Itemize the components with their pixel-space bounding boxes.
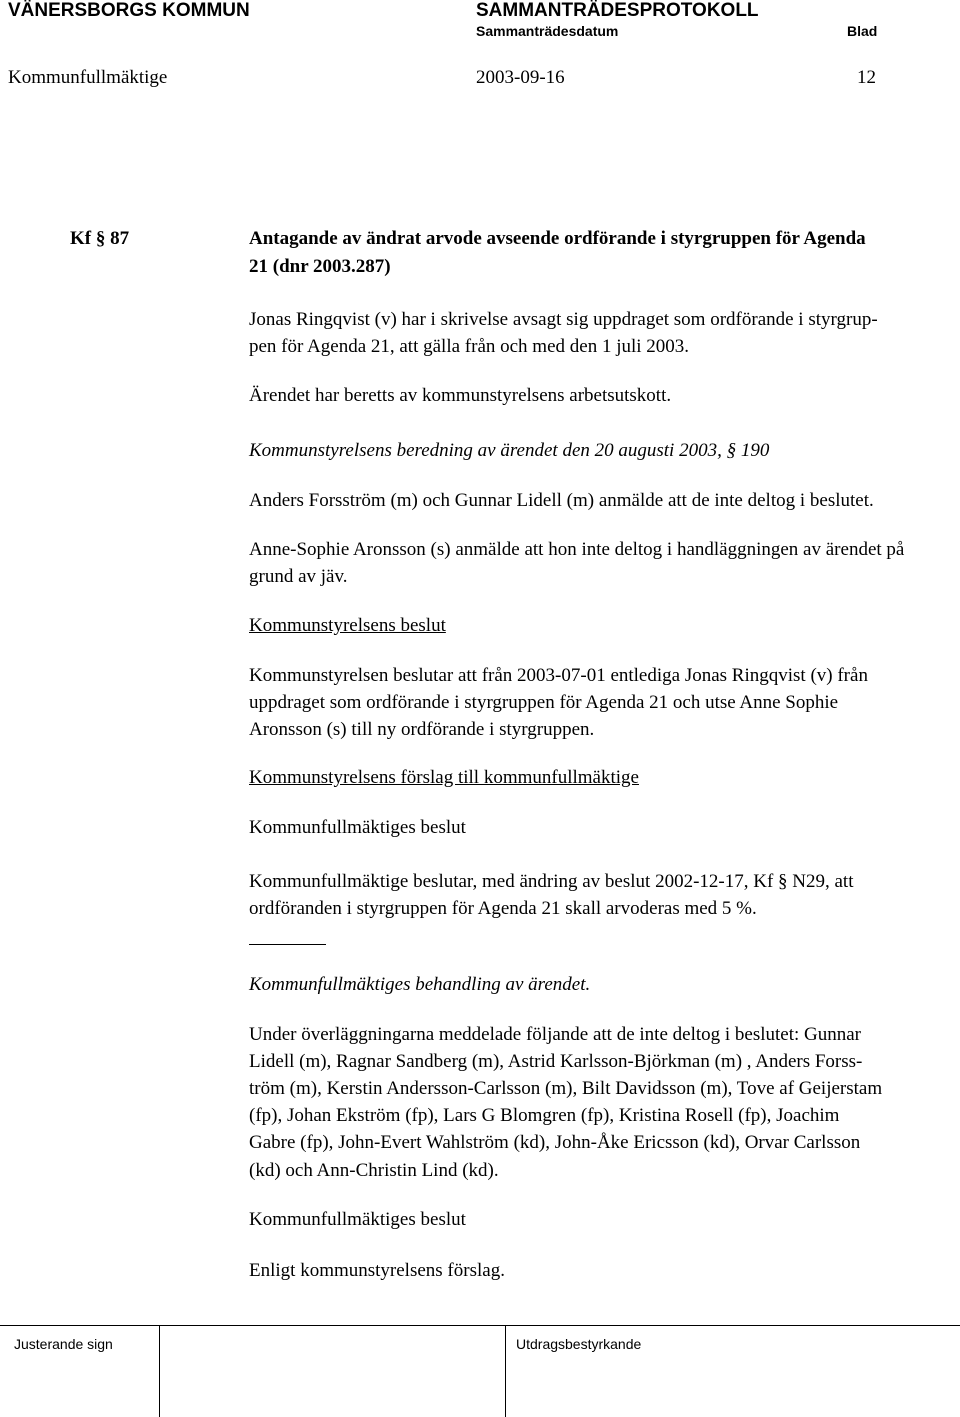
page-label: Blad bbox=[847, 23, 878, 39]
kf-handling-line-2: Lidell (m), Ragnar Sandberg (m), Astrid Karlsson-Björkman (m) , Anders Forss- bbox=[249, 1051, 863, 1072]
kf-decision-2-heading: Kommunfullmäktiges beslut bbox=[249, 1209, 466, 1230]
page-number: 12 bbox=[857, 67, 876, 88]
separator-rule bbox=[249, 944, 326, 945]
kf-handling-line-4: (fp), Johan Ekström (fp), Lars G Blomgren (fp), Kristina Rosell (fp), Joachim bbox=[249, 1105, 840, 1126]
intro-line-2: pen för Agenda 21, att gälla från och med den 1 juli 2003. bbox=[249, 336, 690, 357]
kf-decision-heading: Kommunfullmäktiges beslut bbox=[249, 817, 466, 838]
item-number: Kf § 87 bbox=[70, 228, 130, 249]
footer-top-rule bbox=[0, 1325, 960, 1326]
footer-sign-label: Justerande sign bbox=[14, 1336, 113, 1352]
ks-preparation-heading: Kommunstyrelsens beredning av ärendet den 20 augusti 2003, § 190 bbox=[249, 440, 770, 461]
item-title-line-2: 21 (dnr 2003.287) bbox=[249, 256, 391, 277]
kf-handling-line-5: Gabre (fp), John-Evert Wahlström (kd), John-Åke Ericsson (kd), Orvar Carlsson bbox=[249, 1132, 861, 1153]
kf-handling-line-6: (kd) och Ann-Christin Lind (kd). bbox=[249, 1160, 499, 1181]
ks-note-2-line-1: Anne-Sophie Aronsson (s) anmälde att hon inte deltog i handläggningen av ärendet på bbox=[249, 539, 905, 560]
ks-note-2-line-2: grund av jäv. bbox=[249, 566, 348, 587]
footer-divider-2 bbox=[505, 1325, 506, 1417]
intro-line-1: Jonas Ringqvist (v) har i skrivelse avsagt sig uppdraget som ordförande i styrgrup- bbox=[249, 309, 878, 330]
ks-decision-line-3: Aronsson (s) till ny ordförande i styrgruppen. bbox=[249, 719, 595, 740]
kf-decision-line-1: Kommunfullmäktige beslutar, med ändring av beslut 2002-12-17, Kf § N29, att bbox=[249, 871, 854, 892]
kf-decision-line-2: ordföranden i styrgruppen för Agenda 21 skall arvoderas med 5 %. bbox=[249, 898, 757, 919]
ks-note-1: Anders Forsström (m) och Gunnar Lidell (m) anmälde att de inte deltog i beslutet. bbox=[249, 490, 874, 511]
document-type: SAMMANTRÄDESPROTOKOLL bbox=[476, 0, 759, 21]
prepared-note: Ärendet har beretts av kommunstyrelsens arbetsutskott. bbox=[249, 385, 672, 406]
ks-decision-line-2: uppdraget som ordförande i styrgruppen för Agenda 21 och utse Anne Sophie bbox=[249, 692, 839, 713]
municipality-name: VÄNERSBORGS KOMMUN bbox=[8, 0, 250, 21]
ks-decision-heading: Kommunstyrelsens beslut bbox=[249, 615, 446, 636]
kf-decision-2-text: Enligt kommunstyrelsens förslag. bbox=[249, 1260, 505, 1281]
meeting-date: 2003-09-16 bbox=[476, 67, 565, 88]
item-title-line-1: Antagande av ändrat arvode avseende ordförande i styrgruppen för Agenda bbox=[249, 228, 866, 249]
ks-proposal-heading: Kommunstyrelsens förslag till kommunfullmäktige bbox=[249, 767, 639, 788]
kf-handling-line-1: Under överläggningarna meddelade följande att de inte deltog i beslutet: Gunnar bbox=[249, 1024, 862, 1045]
meeting-date-label: Sammanträdesdatum bbox=[476, 23, 619, 39]
ks-decision-line-1: Kommunstyrelsen beslutar att från 2003-07-01 entlediga Jonas Ringqvist (v) från bbox=[249, 665, 868, 686]
kf-handling-heading: Kommunfullmäktiges behandling av ärendet. bbox=[249, 974, 591, 995]
body-name: Kommunfullmäktige bbox=[8, 67, 168, 88]
kf-handling-line-3: tröm (m), Kerstin Andersson-Carlsson (m), Bilt Davidsson (m), Tove af Geijerstam bbox=[249, 1078, 883, 1099]
footer-extract-label: Utdragsbestyrkande bbox=[516, 1336, 642, 1352]
footer-divider-1 bbox=[159, 1325, 160, 1417]
